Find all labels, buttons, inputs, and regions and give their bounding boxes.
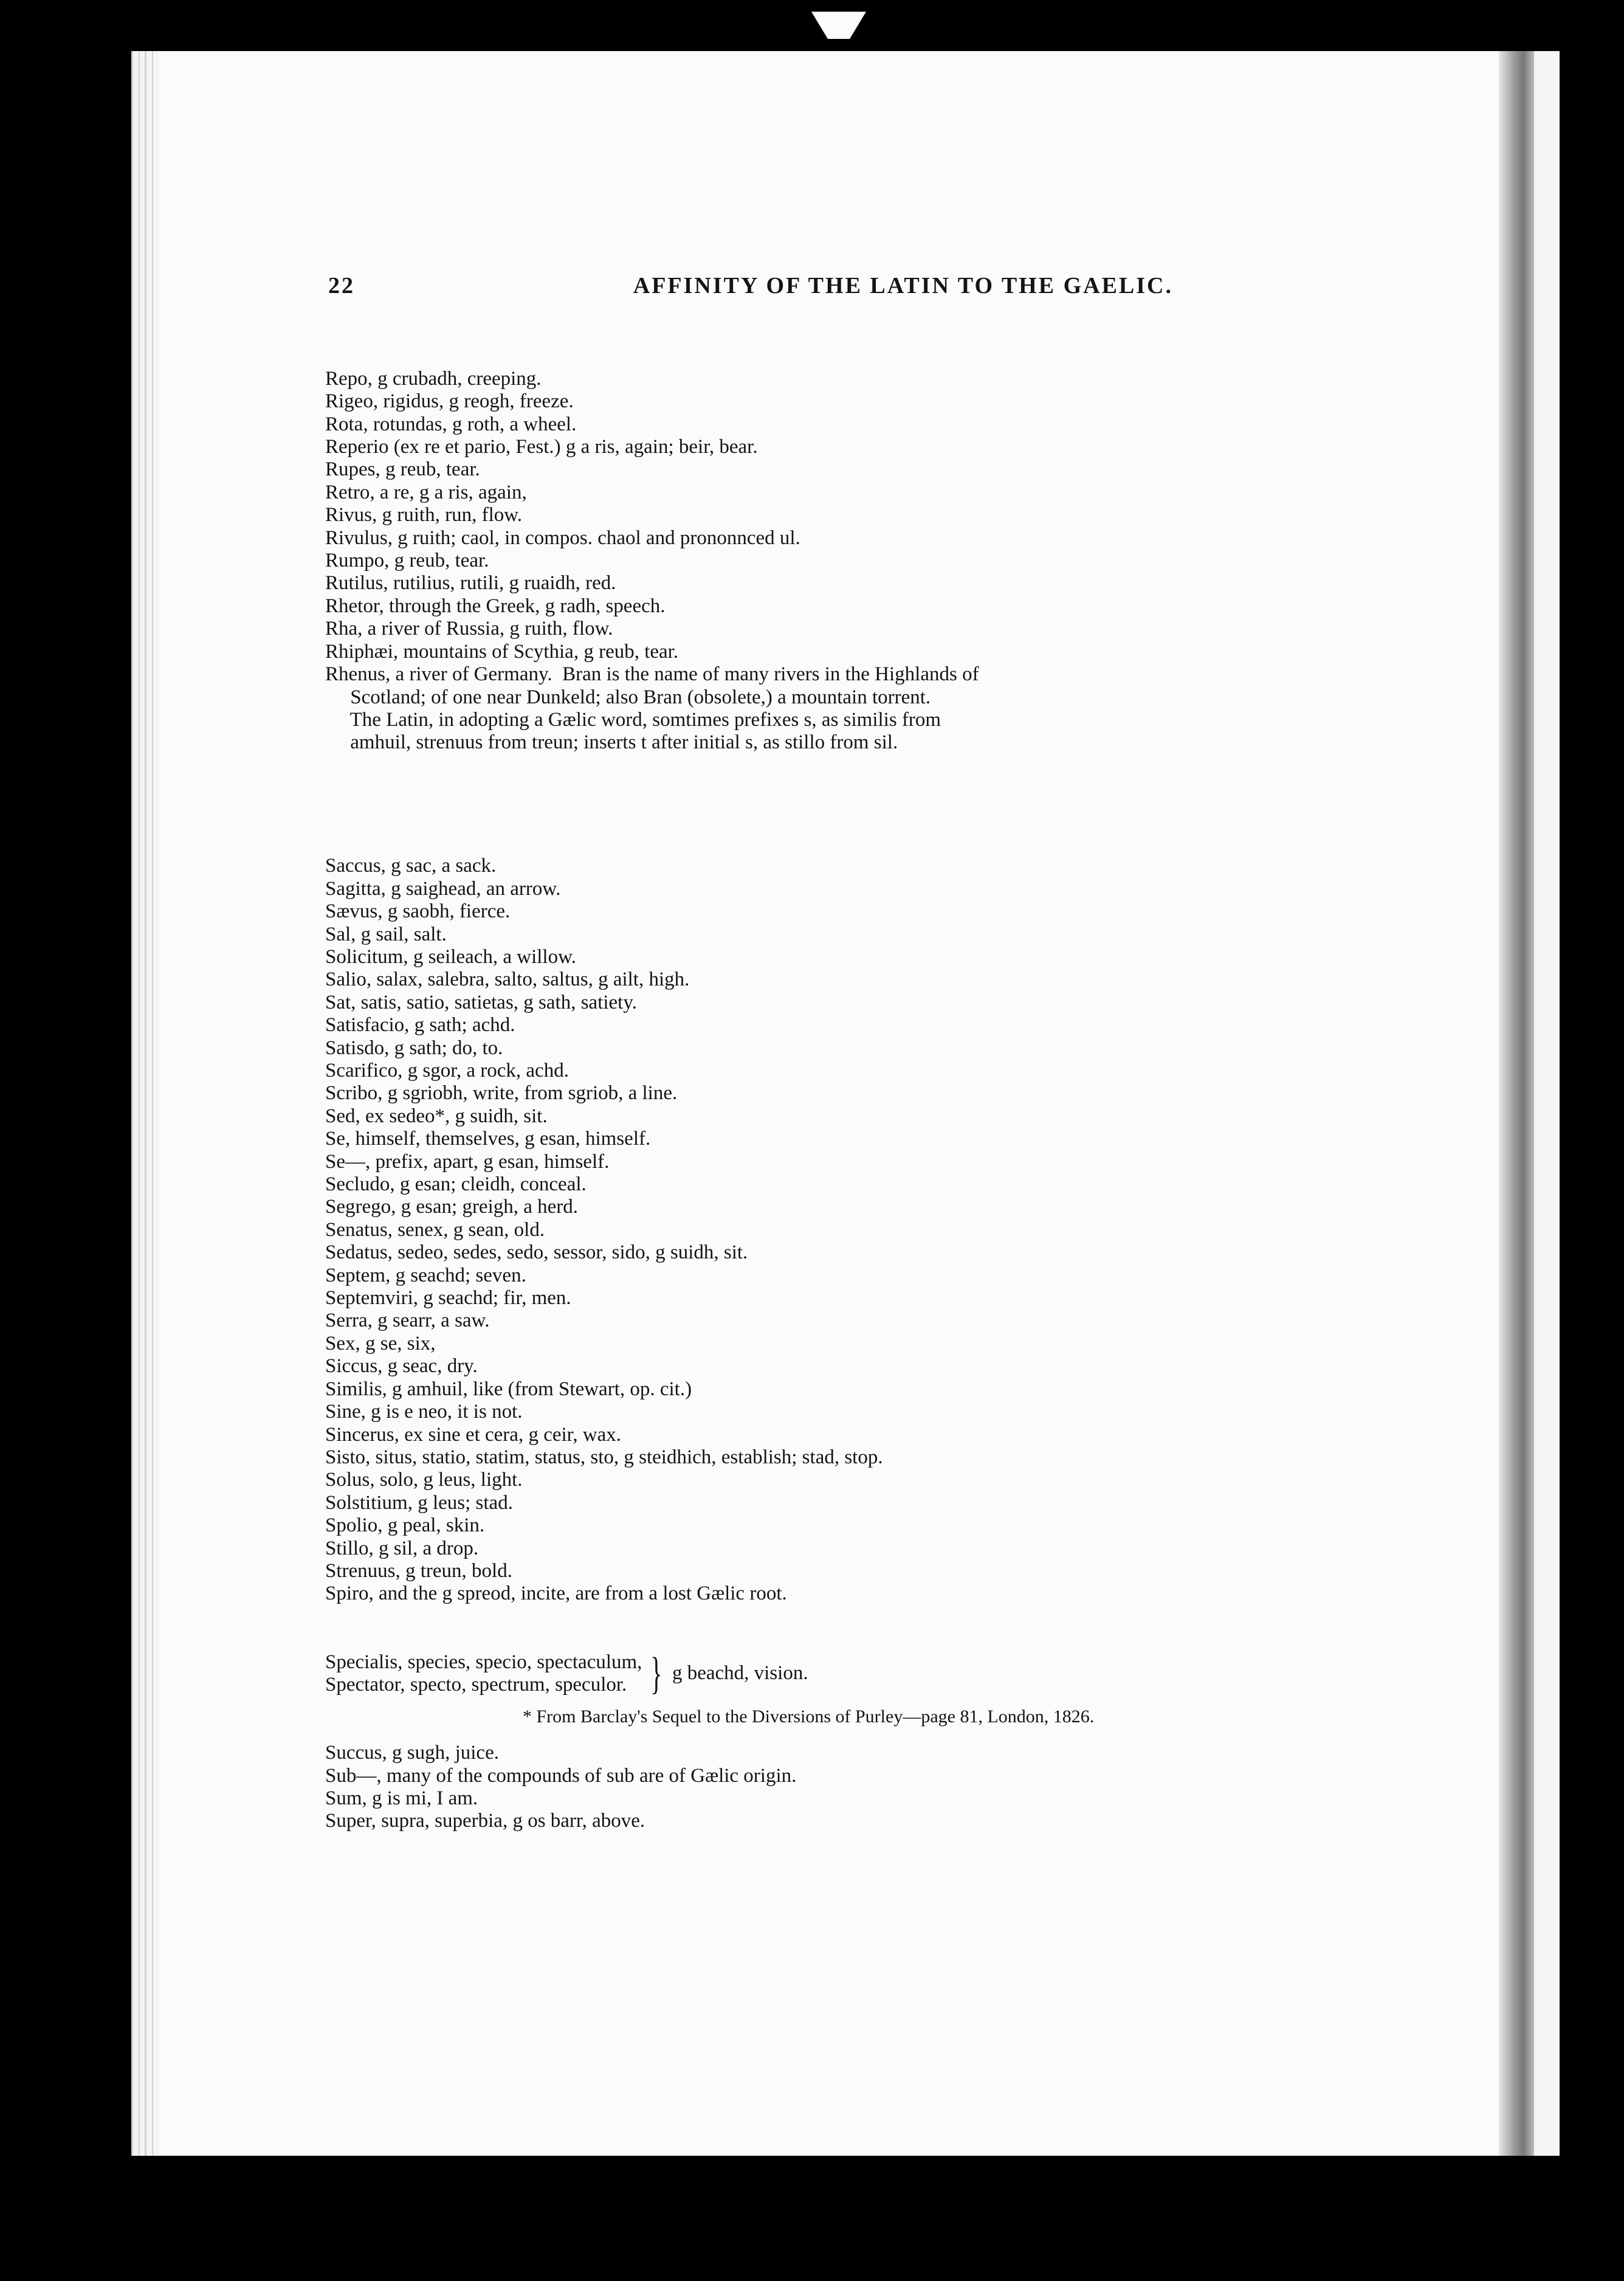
page-edge-line [152,51,153,2156]
binding-shadow [1499,51,1534,2156]
glossary-entry: Se, himself, themselves, g esan, himself. [325,1128,651,1150]
page-edge-line [139,51,140,2156]
entries-group-s-continued [325,1742,1188,1833]
glossary-entry: Scribo, g sgriobh, write, from sgriob, a line. [325,1082,678,1105]
glossary-entry: Sex, g se, six, [325,1332,436,1354]
glossary-entry: Reperio (ex re et pario, Fest.) g a ris, again; beir, bear. [325,436,758,458]
glossary-entry: Strenuus, g treun, bold. [325,1559,512,1582]
bracket-gloss: g beachd, vision. [672,1662,808,1685]
glossary-entry: Sum, g is mi, I am. [325,1787,478,1809]
glossary-entry: Septem, g seachd; seven. [325,1264,526,1286]
page-header [328,272,1173,309]
bracketed-entry [325,1648,1188,1699]
entries-group-s [325,855,1188,1605]
glossary-entry: Scotland; of one near Dunkeld; also Bran (obsolete,) a mountain torrent. [325,686,931,708]
entries-group-r [325,368,1188,754]
glossary-entry: amhuil, strenuus from treun; inserts t after initial s, as stillo from sil. [325,731,898,754]
glossary-entry: Rutilus, rutilius, rutili, g ruaidh, red. [325,572,616,595]
glossary-entry: Secludo, g esan; cleidh, conceal. [325,1173,587,1196]
glossary-entry: Rupes, g reub, tear. [325,458,480,481]
glossary-entry: Rigeo, rigidus, g reogh, freeze. [325,390,574,413]
glossary-entry: Satisfacio, g sath; achd. [325,1014,515,1037]
page-number: 22 [328,273,355,298]
glossary-entry: Retro, a re, g a ris, again, [325,481,527,503]
glossary-entry: Saccus, g sac, a sack. [325,855,497,877]
curly-bracket: } [650,1648,662,1699]
bracketed-line: Spectator, specto, spectrum, speculor. [325,1673,627,1696]
group-gap [325,800,1188,810]
glossary-entry: Rota, rotundas, g roth, a wheel. [325,413,577,435]
glossary-entry: Sisto, situs, statio, statim, status, sto, g steidhich, establish; stad, stop. [325,1446,883,1468]
glossary-entry: Spiro, and the g spreod, incite, are from a lost Gælic root. [325,1582,787,1605]
glossary-entry: Stillo, g sil, a drop. [325,1537,479,1559]
glossary-entry: Solstitium, g leus; stad. [325,1491,513,1514]
glossary-entry: Spolio, g peal, skin. [325,1514,485,1537]
glossary-entry: Rivus, g ruith, run, flow. [325,504,523,526]
glossary-entry: Sedatus, sedeo, sedes, sedo, sessor, sido, g suidh, sit. [325,1241,748,1264]
glossary-entry: Super, supra, superbia, g os barr, above. [325,1810,645,1832]
bracketed-line: Specialis, species, specio, spectaculum, [325,1651,642,1673]
page-edge-line [131,51,133,2156]
glossary-entry: Rhiphæi, mountains of Scythia, g reub, tear. [325,640,679,663]
glossary-entry: Sævus, g saobh, fierce. [325,900,511,923]
glossary-entry: Sincerus, ex sine et cera, g ceir, wax. [325,1423,622,1446]
glossary-entry: Solicitum, g seileach, a willow. [325,945,577,968]
glossary-entry: Succus, g sugh, juice. [325,1742,499,1764]
scanner-notch [811,0,866,39]
glossary-entry: Rhetor, through the Greek, g radh, speech. [325,595,666,617]
glossary-entry: Satisdo, g sath; do, to. [325,1037,503,1059]
glossary-entry: Segrego, g esan; greigh, a herd. [325,1196,579,1218]
glossary-entry: Siccus, g seac, dry. [325,1355,478,1378]
glossary-entry: Rha, a river of Russia, g ruith, flow. [325,618,613,640]
running-title: AFFINITY OF THE LATIN TO THE GAELIC. [633,273,1173,298]
glossary-entry: Solus, solo, g leus, light. [325,1469,523,1491]
glossary-entry: Scarifico, g sgor, a rock, achd. [325,1060,569,1082]
glossary-entry: Sed, ex sedeo*, g suidh, sit. [325,1105,548,1127]
glossary-entry: Sal, g sail, salt. [325,923,447,945]
glossary-entry: Senatus, senex, g sean, old. [325,1218,545,1241]
glossary-entry: Rhenus, a river of Germany. Bran is the name of many rivers in the Highlands of [325,663,979,686]
glossary-entries [325,322,1188,1855]
glossary-entry: Similis, g amhuil, like (from Stewart, op. cit.) [325,1378,692,1400]
glossary-entry: Sat, satis, satio, satietas, g sath, satiety. [325,991,637,1013]
glossary-entry: The Latin, in adopting a Gælic word, somtimes prefixes s, as similis from [325,708,941,731]
footnote: * From Barclay's Sequel to the Diversions of Purley—page 81, London, 1826. [523,1706,1095,1727]
glossary-entry: Salio, salax, salebra, salto, saltus, g ailt, high. [325,968,690,991]
glossary-entry: Septemviri, g seachd; fir, men. [325,1287,571,1310]
glossary-entry: Sagitta, g saighead, an arrow. [325,877,561,900]
page-edge-line [145,51,146,2156]
glossary-entry: Sub—, many of the compounds of sub are of Gælic origin. [325,1764,797,1787]
glossary-entry: Rumpo, g reub, tear. [325,550,489,572]
glossary-entry: Se—, prefix, apart, g esan, himself. [325,1150,610,1173]
glossary-entry: Sine, g is e neo, it is not. [325,1401,523,1423]
bracketed-lines [325,1651,642,1697]
glossary-entry: Repo, g crubadh, creeping. [325,367,542,390]
glossary-entry: Rivulus, g ruith; caol, in compos. chaol and prononnced ul. [325,526,800,549]
glossary-entry: Serra, g searr, a saw. [325,1310,490,1332]
